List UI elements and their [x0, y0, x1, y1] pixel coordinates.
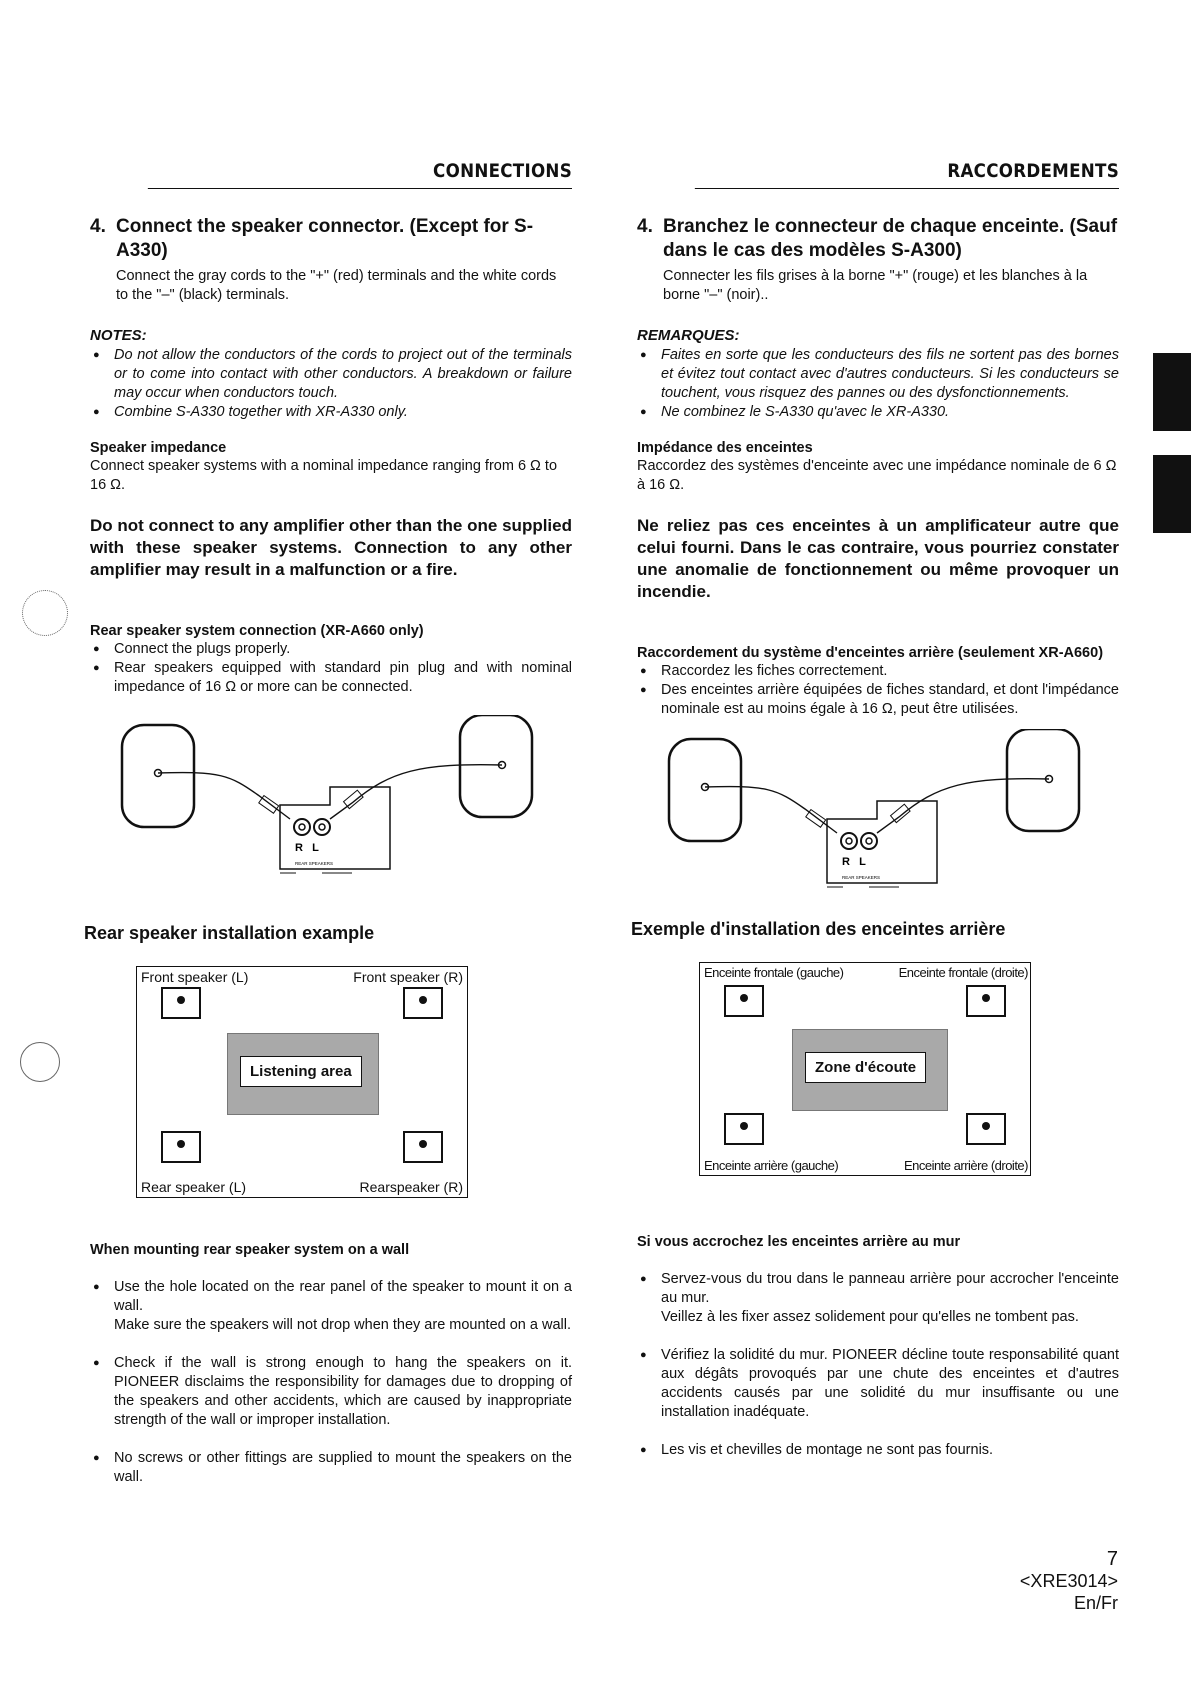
amplifier-panel — [280, 787, 390, 869]
front-left-speaker-icon — [724, 985, 764, 1017]
front-right-label: Front speaker (R) — [353, 969, 463, 985]
margin-mark — [22, 590, 68, 636]
front-left-label: Enceinte frontale (gauche) — [704, 965, 844, 980]
listening-area-label: Listening area — [240, 1056, 362, 1087]
section-title: RACCORDEMENTS — [695, 160, 1119, 189]
rear-item: ● Raccordez les fiches correctement. — [637, 662, 1119, 681]
rear-right-speaker-icon — [966, 1113, 1006, 1145]
step-number: 4. — [90, 216, 106, 237]
wall-item: ● Use the hole located on the rear panel of the speaker to mount it on a wall. Make sure the speakers will not drop when they are mounted on a wall. — [90, 1278, 572, 1335]
note-item: ● Ne combinez le S-A330 qu'avec le XR-A330. — [637, 403, 1119, 422]
right-speaker-shape — [460, 715, 532, 817]
document-code: <XRE3014> — [1019, 1571, 1118, 1591]
front-right-speaker-icon — [966, 985, 1006, 1017]
step-title: Branchez le connecteur de chaque enceinte. (Sauf dans le cas des modèles S-A300) — [663, 216, 1118, 261]
french-column — [631, 160, 1119, 1479]
rear-right-label: Enceinte arrière (droite) — [903, 1158, 1028, 1173]
rear-speaker-connection-diagram — [90, 715, 550, 905]
installation-example-title: Rear speaker installation example — [84, 923, 375, 943]
notes-heading: NOTES: — [90, 327, 147, 344]
jack-rl-label: R L — [295, 842, 319, 854]
front-right-label: Enceinte frontale (droite) — [898, 965, 1028, 980]
language-code: En/Fr — [1073, 1593, 1118, 1613]
rear-connection-list — [637, 662, 1119, 719]
rear-left-label: Rear speaker (L) — [141, 1179, 247, 1195]
rear-item: ● Connect the plugs properly. — [90, 640, 572, 659]
rear-right-speaker-icon — [403, 1131, 443, 1163]
jack-r — [841, 833, 857, 849]
note-item: ● Do not allow the conductors of the cords to project out of the terminals or to come into contact with other conductors. A breakdown or failure may occur when conductors touch. — [90, 346, 572, 403]
jack-rl-label: R L — [842, 856, 866, 868]
rear-left-speaker-icon — [724, 1113, 764, 1145]
rear-left-speaker-icon — [161, 1131, 201, 1163]
rear-right-label: Rearspeaker (R) — [359, 1179, 463, 1195]
wall-mount-list — [90, 1259, 572, 1506]
page-footer — [1020, 1548, 1118, 1614]
step-number: 4. — [637, 216, 653, 237]
step-title: Connect the speaker connector. (Except for S-A330) — [116, 216, 534, 261]
side-tab-black — [1153, 455, 1191, 533]
jack-panel-label: REAR SPEAKERS — [295, 861, 334, 866]
right-speaker-shape — [1007, 729, 1079, 831]
left-cord — [158, 773, 290, 819]
rear-item: ● Rear speakers equipped with standard pin plug and with nominal impedance of 16 Ω or more can be connected. — [90, 659, 572, 697]
page-number: 7 — [1106, 1548, 1118, 1570]
rear-connection-heading: Raccordement du système d'enceintes arrière (seulement XR-A660) — [637, 645, 1104, 661]
notes-heading: REMARQUES: — [637, 327, 740, 344]
notes-list — [90, 346, 572, 422]
wall-item: ● Les vis et chevilles de montage ne sont pas fournis. — [637, 1441, 1119, 1460]
warning-text: Do not connect to any amplifier other than the one supplied with these speaker systems. Connection to any other amplifier may result in a malfunction or a fire. — [90, 516, 572, 579]
listening-area-box — [227, 1033, 379, 1115]
left-cord — [705, 787, 837, 833]
side-tab-black — [1153, 353, 1191, 431]
installation-layout-diagram — [136, 966, 468, 1198]
front-left-speaker-icon — [161, 987, 201, 1019]
binding-hole-mark — [20, 1042, 60, 1082]
wall-mount-heading: When mounting rear speaker system on a wall — [90, 1242, 410, 1258]
impedance-heading: Impédance des enceintes — [637, 440, 813, 456]
wall-mount-list — [637, 1251, 1119, 1479]
listening-area-label: Zone d'écoute — [805, 1052, 926, 1083]
jack-r — [294, 819, 310, 835]
impedance-text: Raccordez des systèmes d'enceinte avec une impédance nominale de 6 Ω à 16 Ω. — [637, 458, 1117, 493]
rear-connection-list — [90, 640, 572, 697]
rear-connection-heading: Rear speaker system connection (XR-A660 only) — [90, 623, 424, 639]
step-heading — [90, 215, 572, 263]
listening-area-box — [792, 1029, 948, 1111]
front-left-label: Front speaker (L) — [141, 969, 249, 985]
impedance-heading: Speaker impedance — [90, 440, 227, 456]
jack-panel-label: REAR SPEAKERS — [842, 875, 881, 880]
front-right-speaker-icon — [403, 987, 443, 1019]
wall-item: ● No screws or other fittings are supplied to mount the speakers on the wall. — [90, 1449, 572, 1487]
step-body: Connect the gray cords to the "+" (red) terminals and the white cords to the "–" (black) terminals. — [116, 268, 557, 303]
jack-l — [314, 819, 330, 835]
note-item: ● Combine S-A330 together with XR-A330 only. — [90, 403, 572, 422]
jack-l — [861, 833, 877, 849]
installation-example-title: Exemple d'installation des enceintes arrière — [631, 919, 1006, 939]
wall-mount-heading: Si vous accrochez les enceintes arrière au mur — [637, 1234, 961, 1250]
warning-text: Ne reliez pas ces enceintes à un amplificateur autre que celui fourni. Dans le cas contraire, vous pourriez constater une anomalie de fonctionnement ou même provoquer un incendie. — [637, 516, 1119, 601]
note-item: ● Faites en sorte que les conducteurs des fils ne sortent pas des bornes et évitez tout contact avec d'autres conducteurs. Si les conducteurs se touchent, vous risquez des pannes ou des dysfonctionnements. — [637, 346, 1119, 403]
step-body: Connecter les fils grises à la borne "+" (rouge) et les blanches à la borne "–" (noir).. — [663, 268, 1088, 303]
wall-item: ● Servez-vous du trou dans le panneau arrière pour accrocher l'enceinte au mur. Veillez à les fixer assez solidement pour qu'elles ne tombent pas. — [637, 1270, 1119, 1327]
wall-item: ● Vérifiez la solidité du mur. PIONEER décline toute responsabilité quant aux dégâts provoqués par une chute des enceintes et d'autres accidents causés par une solidité du mur insuffisante ou une installation inadéquate. — [637, 1346, 1119, 1422]
step-heading — [637, 215, 1119, 263]
section-title: CONNECTIONS — [148, 160, 572, 189]
wall-item: ● Check if the wall is strong enough to hang the speakers on it. PIONEER disclaims the responsibility for damages due to dropping of the speakers and other accidents, which are caused by inappropriate strength of the wall or improper installation. — [90, 1354, 572, 1430]
rear-item: ● Des enceintes arrière équipées de fiches standard, et dont l'impédance nominale est au moins égale à 16 Ω, peut être utilisées. — [637, 681, 1119, 719]
notes-list — [637, 346, 1119, 422]
rear-left-label: Enceinte arrière (gauche) — [704, 1158, 839, 1173]
english-column — [84, 160, 572, 1506]
amplifier-panel — [827, 801, 937, 883]
installation-layout-diagram — [699, 962, 1031, 1176]
impedance-text: Connect speaker systems with a nominal impedance ranging from 6 Ω to 16 Ω. — [90, 458, 558, 493]
rear-speaker-connection-diagram — [637, 729, 1097, 899]
